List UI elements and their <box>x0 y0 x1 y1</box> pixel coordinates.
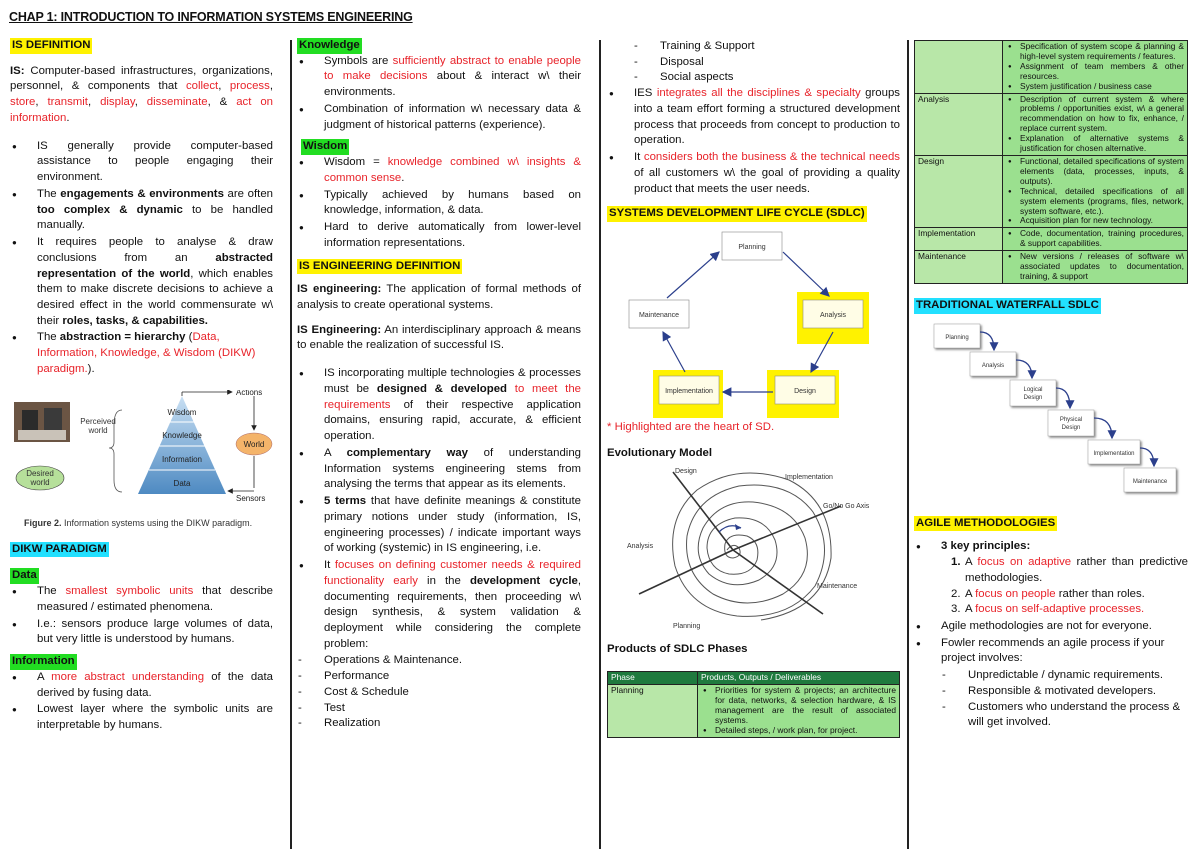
svg-text:Planning: Planning <box>673 622 701 630</box>
svg-text:Logical: Logical <box>1023 386 1043 393</box>
knowledge-bullets <box>297 54 581 134</box>
list-item: ● Acquisition plan for new technology. <box>1006 216 1184 226</box>
svg-text:Implementation: Implementation <box>1093 450 1135 457</box>
is-bullets <box>10 139 273 378</box>
list-item: - Training & Support <box>633 39 900 55</box>
products-table-continued <box>914 40 1188 284</box>
list-item: ● It requires people to analyse & draw conclusions from an abstracted representation of the world, which enables them to make discrete decisions to achieve a desired effect in the world commensurate w\ their roles, tasks, & capabilities. <box>10 235 273 329</box>
svg-text:Analysis: Analysis <box>981 362 1005 369</box>
list-item: ● Detailed steps, / work plan, for project. <box>701 726 896 736</box>
svg-text:Planning: Planning <box>945 334 969 341</box>
list-item: - Realization <box>297 716 581 732</box>
column-3 <box>607 39 900 738</box>
table-row: Planning ● Priorities for system & projects; an architecture for data, networks, & selection hardware, & IS management are the result of associated systems. ● Detailed steps, / work plan, for project. <box>608 685 900 738</box>
list-item: - Customers who understand the process & will get involved. <box>941 700 1188 731</box>
svg-text:Maintenance: Maintenance <box>817 582 858 590</box>
list-item: ● Technical, detailed specifications of all system elements (programs, files, network, system software, etc.). <box>1006 187 1184 217</box>
svg-text:Sensors: Sensors <box>236 493 266 503</box>
waterfall-heading: TRADITIONAL WATERFALL SDLC <box>914 298 1101 314</box>
waterfall-diagram <box>914 316 1188 506</box>
svg-text:Maintenance: Maintenance <box>1132 478 1168 485</box>
svg-text:Desired: Desired <box>26 468 54 478</box>
key-principles-list <box>941 555 1188 618</box>
sdlc-heading: SYSTEMS DEVELOPMENT LIFE CYCLE (SDLC) <box>607 206 867 222</box>
wisdom-heading: Wisdom <box>301 139 349 155</box>
list-item: ● IES integrates all the disciplines & specialty groups into a team effort forming a structured development process that proceeds from concept to production to operation. <box>607 86 900 149</box>
list-item: ● Description of current system & where problems / opportunities exist, w\ a general recommendation on how to fix, enhance, / replace current system. <box>1006 95 1184 135</box>
table-row: Analysis ● Description of current system & where problems / opportunities exist, w\ a general recommendation on how to fix, enhance, / replace current system. ● Explanation of alternative systems & justification for chosen alternative. <box>915 93 1188 155</box>
list-item: ● Typically achieved by humans based on knowledge, information, & data. <box>297 188 581 219</box>
svg-text:Go/No Go Axis: Go/No Go Axis <box>823 502 870 510</box>
list-item: ● Assignment of team members & other resources. <box>1006 62 1184 82</box>
agile-bullets <box>914 539 1188 667</box>
list-item: 2. A focus on people rather than roles. <box>951 587 1145 600</box>
svg-text:Wisdom: Wisdom <box>167 407 197 417</box>
table-header-phase: Phase <box>608 672 698 685</box>
is-definition-heading: IS DEFINITION <box>10 38 92 54</box>
svg-text:Information: Information <box>161 454 203 464</box>
svg-text:World: World <box>243 439 265 449</box>
svg-text:Data: Data <box>173 478 191 488</box>
list-item: ● 5 terms that have definite meanings & constitute primary notions under study (information, IS, engineering processes) / indicate important ways of working (systemic) in IS engineering, i.e. <box>297 494 581 557</box>
svg-text:Knowledge: Knowledge <box>162 430 202 440</box>
svg-text:Design: Design <box>794 388 816 396</box>
list-item: 3. A focus on self-adaptive processes. <box>951 603 1145 616</box>
list-item: ● It focuses on defining customer needs & required functionality early in the development cycle, documenting requirements, then proceeding w\ design synthesis, & system validation & deployment while considering the complete problem: <box>297 558 581 652</box>
column-divider-1 <box>290 40 292 849</box>
dikw-figure <box>10 389 273 529</box>
column-2 <box>297 38 581 732</box>
svg-text:Planning: Planning <box>738 244 766 252</box>
wisdom-bullets <box>297 155 581 251</box>
column-4 <box>914 40 1188 731</box>
sdlc-cycle-diagram <box>607 222 900 422</box>
svg-text:Analysis: Analysis <box>627 542 654 550</box>
is-definition: IS: Computer-based infrastructures, organizations, personnel, & components that collect, process, store, transmit, display, disseminate, & act on information. <box>10 64 273 124</box>
list-item: ● Hard to derive automatically from lower-level information representations. <box>297 220 581 251</box>
list-item: ● IS incorporating multiple technologies & processes must be designed & developed to meet the requirements of their respective application domains, ensuring rapid, accurate, & efficient operation. <box>297 366 581 445</box>
list-item: ● Lowest layer where the symbolic units are interpretable by humans. <box>10 702 273 733</box>
data-bullets <box>10 584 273 648</box>
table-row <box>915 41 1188 94</box>
is-engineering-heading: IS ENGINEERING DEFINITION <box>297 259 462 275</box>
svg-text:Design: Design <box>675 467 697 475</box>
list-item: - Cost & Schedule <box>297 685 581 701</box>
column-1 <box>10 34 273 735</box>
is-engineering-bullets <box>297 366 581 652</box>
list-item: - Social aspects <box>633 70 900 86</box>
list-item: ● Wisdom = knowledge combined w\ insights & common sense. <box>297 155 581 186</box>
data-heading: Data <box>10 568 39 584</box>
list-item: ● Combination of information w\ necessary data & judgment of historical patterns (experience). <box>297 102 581 133</box>
list-item: ● System justification / business case <box>1006 82 1184 92</box>
spiral-model-diagram <box>607 466 900 642</box>
list-item: ● Specification of system scope & planning & high-level system requirements / features. <box>1006 42 1184 62</box>
sdlc-note: * Highlighted are the heart of SD. <box>607 421 775 434</box>
dikw-heading: DIKW PARADIGM <box>10 542 109 558</box>
list-item: ● A more abstract understanding of the data derived by fusing data. <box>10 670 273 701</box>
list-item: ● Fowler recommends an agile process if your project involves: <box>914 636 1188 667</box>
svg-text:world: world <box>88 425 108 435</box>
products-table <box>607 671 900 737</box>
list-item: ● The abstraction = hierarchy (Data, Information, Knowledge, & Wisdom (DIKW) paradigm.). <box>10 330 273 377</box>
svg-text:Actions: Actions <box>236 389 263 397</box>
list-item: - Responsible & motivated developers. <box>941 684 1188 700</box>
list-item: ● The smallest symbolic units that describe measured / estimated phenomena. <box>10 584 273 615</box>
list-item: ● Symbols are sufficiently abstract to enable people to make decisions about & interact w\ their environments. <box>297 54 581 101</box>
problem-aspects-continued <box>607 39 900 86</box>
is-engineering-def-2: IS Engineering: An interdisciplinary approach & means to enable the realization of successful IS. <box>297 323 581 352</box>
agile-conditions-list <box>914 668 1188 731</box>
svg-text:Perceived: Perceived <box>80 416 116 426</box>
information-heading: Information <box>10 654 77 670</box>
problem-aspects-list <box>297 653 581 732</box>
list-item: - Performance <box>297 669 581 685</box>
table-row: Design ● Functional, detailed specifications of system elements (data, processes, inputs, & outputs). ● Technical, detailed specifications of all system elements (programs, files, network, system software, etc.). ● Acquisition plan for new technology. <box>915 155 1188 227</box>
column-divider-2 <box>599 40 601 849</box>
list-item: ● I.e.: sensors produce large volumes of data, but very little is understood by humans. <box>10 617 273 648</box>
list-item: - Operations & Maintenance. <box>297 653 581 669</box>
table-row: Maintenance ● New versions / releases of software w\ associated updates to documentation, training, & support <box>915 251 1188 284</box>
products-heading: Products of SDLC Phases <box>607 642 748 655</box>
table-header-products: Products, Outputs / Deliverables <box>698 672 900 685</box>
list-item: ● A complementary way of understanding Information systems engineering stems from analysing the terms that appear as its elements. <box>297 446 581 493</box>
agile-heading: AGILE METHODOLOGIES <box>914 516 1057 532</box>
list-item: 1. A focus on adaptive rather than predictive methodologies. <box>951 556 1189 584</box>
knowledge-heading: Knowledge <box>297 38 362 54</box>
svg-text:Maintenance: Maintenance <box>638 312 680 320</box>
list-item: ● Agile methodologies are not for everyone. <box>914 619 1188 635</box>
svg-text:Design: Design <box>1061 424 1081 431</box>
svg-text:Physical: Physical <box>1059 416 1083 423</box>
information-bullets <box>10 670 273 734</box>
column-divider-3 <box>907 40 909 849</box>
svg-text:Implementation: Implementation <box>665 388 713 396</box>
svg-text:Analysis: Analysis <box>819 312 847 320</box>
list-item: ● Priorities for system & projects; an architecture for data, networks, & selection hardware, & IS management are the result of associated systems. <box>701 686 896 726</box>
list-item: - Disposal <box>633 55 900 71</box>
list-item: ● Explanation of alternative systems & justification for chosen alternative. <box>1006 134 1184 154</box>
list-item: ● IS generally provide computer-based assistance to people engaging their environment. <box>10 139 273 186</box>
list-item: ● 3 key principles: 1. A focus on adaptive rather than predictive methodologies. 2. A focus on people rather than roles. 3. A focus on self-adaptive processes. <box>914 539 1188 618</box>
svg-text:world: world <box>30 477 50 487</box>
list-item: - Unpredictable / dynamic requirements. <box>941 668 1188 684</box>
list-item: ● New versions / releases of software w\ associated updates to documentation, training, & support <box>1006 252 1184 282</box>
list-item: ● The engagements & environments are often too complex & dynamic to be handled manually. <box>10 187 273 234</box>
svg-text:Implementation: Implementation <box>785 473 833 481</box>
is-engineering-def-1: IS engineering: The application of formal methods of analysis to create operational systems. <box>297 283 581 312</box>
page-title: CHAP 1: INTRODUCTION TO INFORMATION SYSTEMS ENGINEERING <box>9 10 413 24</box>
list-item: ● Code, documentation, training procedures, & support capabilities. <box>1006 229 1184 249</box>
dikw-diagram <box>10 390 273 512</box>
table-row: Implementation ● Code, documentation, training procedures, & support capabilities. <box>915 228 1188 251</box>
list-item: ● Functional, detailed specifications of system elements (data, processes, inputs, & outputs). <box>1006 157 1184 187</box>
list-item: ● It considers both the business & the technical needs of all customers w\ the goal of providing a quality product that meets the user needs. <box>607 150 900 197</box>
ies-bullets <box>607 86 900 197</box>
figure-caption: Figure 2. Information systems using the DIKW paradigm. <box>24 518 253 529</box>
list-item: - Test <box>297 701 581 717</box>
evolutionary-model-heading: Evolutionary Model <box>607 446 713 459</box>
svg-text:Design: Design <box>1023 394 1043 401</box>
